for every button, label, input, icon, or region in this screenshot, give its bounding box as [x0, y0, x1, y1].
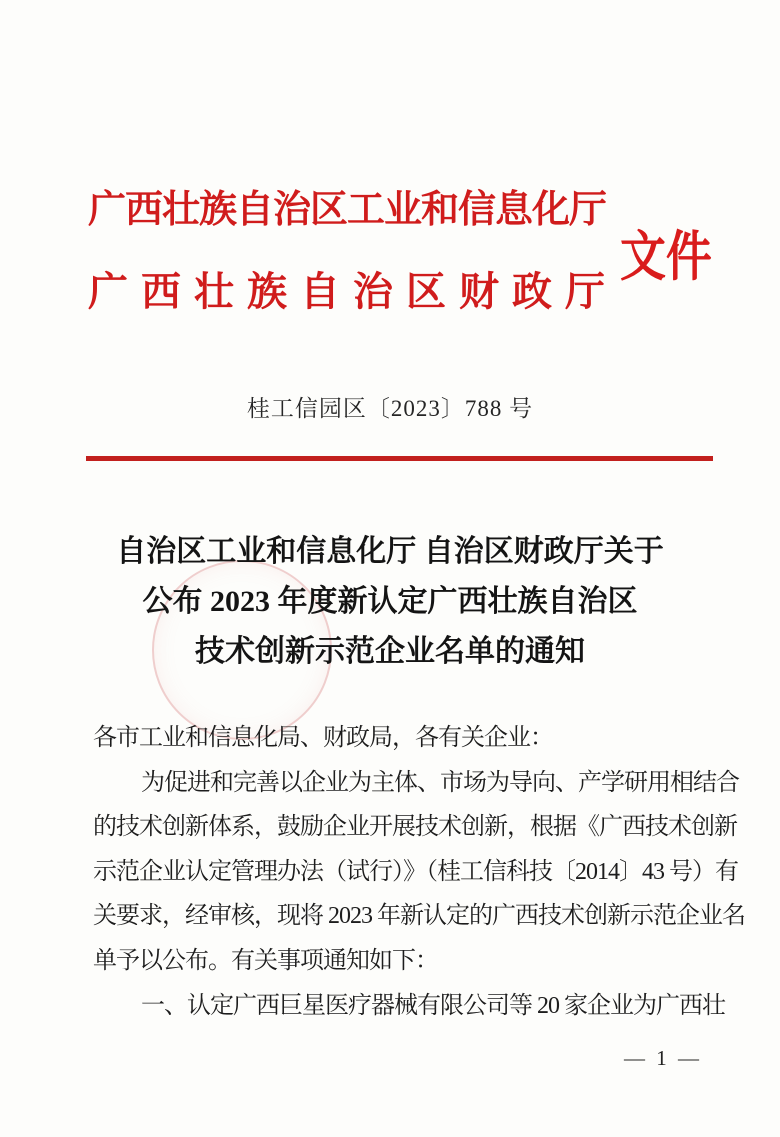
- document-title: [0, 527, 780, 677]
- body-paragraph-line: 单予以公布。有关事项通知如下：: [93, 947, 438, 974]
- letterhead-doc-type-label: 文件: [620, 227, 712, 287]
- body-paragraph-line: 关要求，经审核，现将 2023 年新认定的广西技术创新示范企业名: [93, 903, 745, 930]
- body-item-one-line: 一、认定广西巨星医疗器械有限公司等 20 家企业为广西壮: [141, 992, 725, 1019]
- document-title-line-3: 技术创新示范企业名单的通知: [195, 635, 585, 668]
- document-title-line-1: 自治区工业和信息化厅 自治区财政厅关于: [116, 535, 664, 568]
- body-paragraph-line: 示范企业认定管理办法（试行）》（桂工信科技〔2014〕43 号）有: [93, 858, 738, 885]
- document-title-line-2: 公布 2023 年度新认定广西壮族自治区: [142, 585, 638, 618]
- letterhead-agency-line1: 广西壮族自治区工业和信息化厅: [88, 189, 607, 231]
- body-paragraph-line: 的技术创新体系，鼓励企业开展技术创新，根据《广西技术创新: [93, 814, 737, 841]
- body-salutation-line: 各市工业和信息化局、财政局，各有关企业：: [93, 725, 553, 751]
- document-number: 桂工信园区〔2023〕788 号: [246, 396, 534, 421]
- letterhead-agency-line2: 广西壮族自治区财政厅: [88, 269, 618, 314]
- body-paragraph-line: 为促进和完善以企业为主体、市场为导向、产学研用相结合: [141, 769, 739, 796]
- document-body: [93, 716, 745, 1028]
- page-number: — 1 —: [624, 1046, 702, 1070]
- letterhead-divider-rule: [86, 456, 713, 461]
